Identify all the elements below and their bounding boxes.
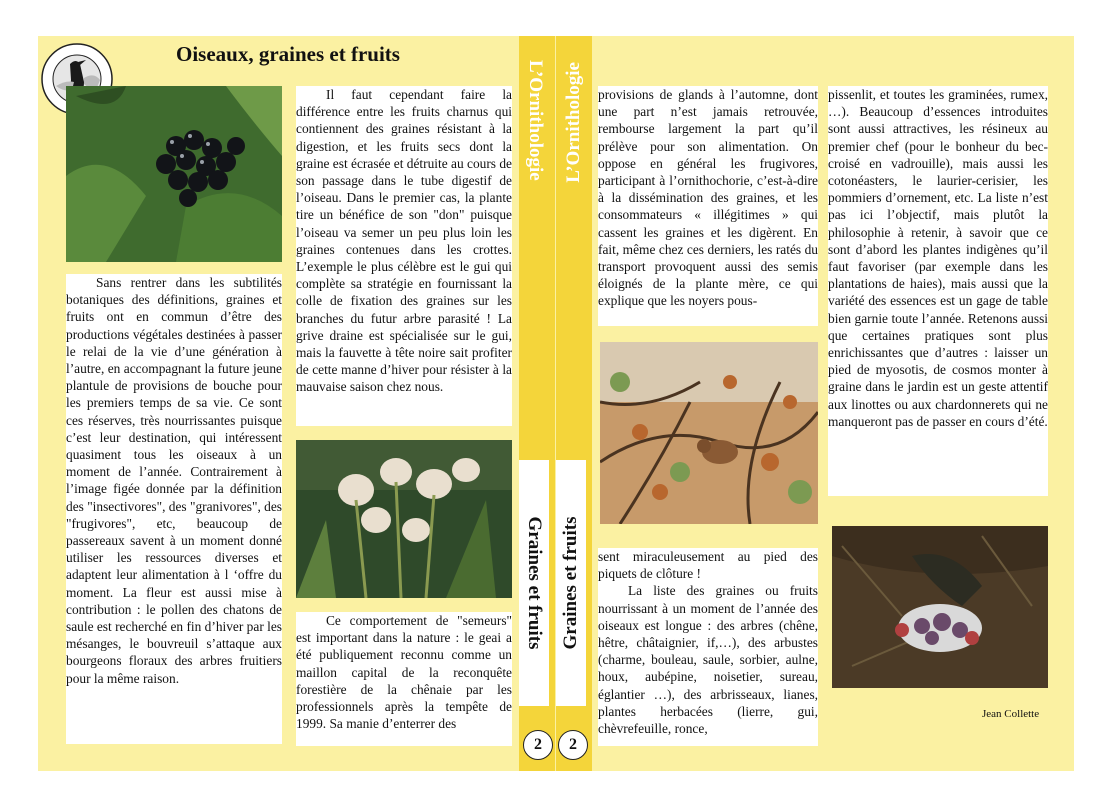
column-3-top [598, 86, 818, 326]
paragraph: sent miraculeusement au pied des piquets de clôture ! [598, 549, 818, 582]
running-title-right: L’Ornithologie [563, 62, 584, 183]
article-title: Oiseaux, graines et fruits [176, 42, 400, 66]
seed-cache-photo [832, 526, 1048, 688]
column-2-bottom [296, 612, 512, 746]
photo-credit: Jean Collette [982, 708, 1040, 720]
section-label-right: Graines et fruits [560, 516, 581, 650]
section-box-left [519, 460, 549, 706]
page-number-right: 2 [558, 730, 588, 760]
column-3-bottom [598, 548, 818, 746]
section-label-left: Graines et fruits [524, 516, 545, 650]
section-box-right [556, 460, 586, 706]
paragraph: Sans rentrer dans les subtilités botaniques des définitions, graines et fruits ont en commun d’être des productions végétales destinées à passer le relai de la vie d’une génération à l’autre, en accompagnant la future jeune plantule de provisions de bouche pour les premiers temps de sa vie. Ce sont ces réserves, très nourrissantes puisque c’est leur destination, qui intéressent quasiment tous les oiseaux à un moment de l’année. Contrairement à l’image figée donnée par la définition des "insectivores", des "granivores", des "frugivores", etc, beaucoup de passereaux savent à un moment donné utiliser les ressources diverses et adaptent leur alimentation à l ‘offre du moment. La fleur est aussi mise à contribution : le pollen des chatons de saule est recherché en fin d’hiver par les mésanges, le bouvreuil s’attaque aux bourgeons floraux des arbres fruitiers pour la même raison. [66, 275, 282, 686]
column-4 [828, 86, 1048, 496]
paragraph: pissenlit, et toutes les graminées, rumex, …). Beaucoup d’essences introduites sont aussi attractives, les résineux au premier chef (pour le bonheur du bec-croisé en vadrouille), mais aussi les cotonéasters, le laurier-cerisier, les pommiers d’ornement, etc. La liste n’est pas ici l’objectif, mais plutôt la philosophie à retenir, à savoir que ce sont d’abord les plantes indigènes qu’il faut favoriser (par exemple dans les plantations de haies), mais aussi que la variété des essences est un gage de table bien garnie toute l’année. Retenons aussi que certaines pratiques sont plus enrichissantes que d’autres : laisser un pied de myosotis, de cosmos monter à graine dans le jardin est un geste attentif aux linottes ou aux chardonnerets qui ne manqueront pas de passer en cours d’été. [828, 87, 1048, 429]
column-1 [66, 274, 282, 744]
page-number-left: 2 [523, 730, 553, 760]
paragraph: provisions de glands à l’automne, dont une part n’est jamais retrouvée, rembourse largement la part qu’il prélève pour son alimentation. On oppose en général les frugivores, participant à l’ornithochorie, c’est-à-dire à la dissémination des graines, et les consommateurs « illégitimes » qui cassent les graines et les digèrent. En fait, même chez ces derniers, les ratés du transport provoquent aussi des semis éloignés de la plante mère, ce qui explique que les noyers pous- [598, 87, 818, 309]
bird-in-shrub-photo [600, 342, 818, 524]
paragraph: La liste des graines ou fruits nourrissant à un moment de l’année des oiseaux est longue : des arbres (chêne, hêtre, châtaignier, if,…), des arbustes (charme, bouleau, saule, sorbier, aulne, houx, aubépine, noisetier, sureau, églantier …), des arbrisseaux, lianes, plantes herbacées (lierre, gui, chèvrefeuille, ronce, [598, 583, 818, 737]
thistle-seeds-photo [296, 440, 512, 598]
paragraph: Ce comportement de "semeurs" est important dans la nature : le geai a été publiquement reconnu comme un maillon capital de la reconquête forestière de la chênaie par les professionnels après la tempête de 1999. Sa manie d’enterrer des [296, 613, 512, 732]
paragraph: Il faut cependant faire la différence entre les fruits charnus qui contiennent des graines résistant à la digestion, et les fruits secs dont la graine est écrasée et détruite au cours de son passage dans le tube digestif de l’oiseau. Dans le premier cas, la plante tire un bénéfice de son "don" puisque l’oiseau va semer un peu plus loin les graines contenues dans les crottes. L’exemple le plus célèbre est le gui qui complète sa stratégie en fournissant la colle de fixation des graines sur les branches du futur arbre parasité ! La grive draine est spécialisée sur le gui, mais la fauvette à tête noire sait profiter de cette manne d’hiver pour résister à la mauvaise saison chez nous. [296, 87, 512, 395]
column-2-top [296, 86, 512, 426]
running-title-left: L’Ornithologie [525, 60, 546, 181]
ivy-berries-photo [66, 86, 282, 262]
